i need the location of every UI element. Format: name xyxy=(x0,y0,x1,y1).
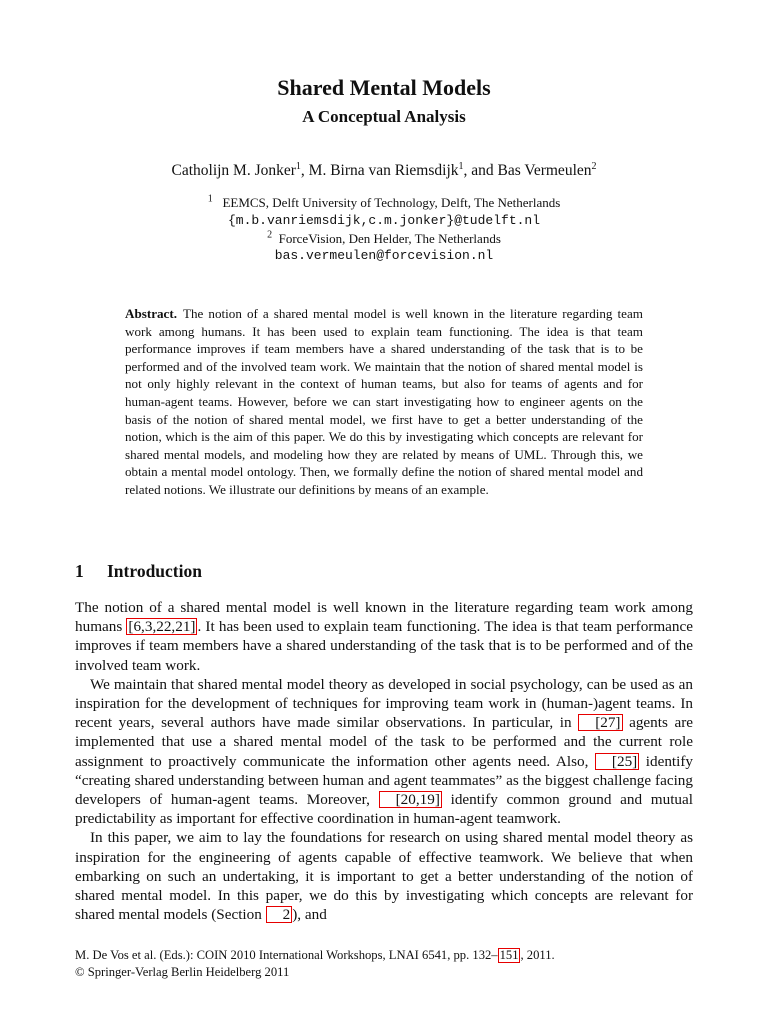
affiliation-2-email[interactable]: bas.vermeulen@forcevision.nl xyxy=(274,248,494,263)
body-text xyxy=(75,598,693,924)
affiliation-name: ForceVision, Den Helder, The Netherlands xyxy=(278,231,501,246)
author-separator: , and xyxy=(463,162,498,179)
footer-suffix: , 2011. xyxy=(520,948,555,962)
affiliation-marker: 1 xyxy=(295,160,301,172)
abstract-label: Abstract. xyxy=(125,306,177,321)
footer-citation xyxy=(75,947,693,964)
author-name: Catholijn M. Jonker xyxy=(171,162,296,179)
paragraph xyxy=(75,828,693,924)
text-run: identify common ground and mutual predictability as important for effective coordination in human-agent teamwork. xyxy=(75,791,693,828)
abstract-text: The notion of a shared mental model is well known in the literature regarding team work among humans. It has been used to explain team functioning. The idea is that team performance improves if team members have a shared understanding of the task that is to be performed and of the involved team work. We maintain that the notion of shared mental model is not only highly relevant in the context of human teams, but also for teams of agents and for human-agent teams. However, before we can start investigating how to engineer agents on the basis of the notion of shared mental model, we first have to get a better understanding of the notion, which is the aim of this paper. We do this by investigating which concepts are relevant for shared mental models, and modeling how they are related by means of UML. Through this, we obtain a mental model ontology. Then, we formally define the notion of shared mental model and related notions. We illustrate our definitions by means of an example. xyxy=(125,306,643,497)
text-run: identify “creating shared understanding between human and agent teammates” as the biggest challenge facing developers of human-agent teams. Moreover, xyxy=(75,752,693,809)
author-list xyxy=(0,160,768,182)
paragraph xyxy=(75,675,693,829)
author-name: Bas Vermeulen xyxy=(497,162,592,179)
citation-link[interactable]: [25] xyxy=(595,753,639,770)
text-run: We maintain that shared mental model theory as developed in social psychology, can be used as an inspiration for the development of techniques for improving team work in (human-)agent teams. In recent years, several authors have made similar observations. In particular, in xyxy=(75,675,693,732)
affiliation-1-email[interactable]: {m.b.vanriemsdijk,c.m.jonker}@tudelft.nl xyxy=(227,213,541,228)
citation-link[interactable]: [20,19] xyxy=(379,791,442,808)
copyright-line: © Springer-Verlag Berlin Heidelberg 2011 xyxy=(75,964,290,979)
footer-prefix: M. De Vos et al. (Eds.): COIN 2010 International Workshops, LNAI 6541, pp. 132– xyxy=(75,948,498,962)
text-run: agents are implemented that use a shared mental model of the task to be performed and the current role assignment to proactively communicate the information other agents need. Also, xyxy=(75,714,693,770)
section-heading xyxy=(75,559,693,583)
paper-subtitle: A Conceptual Analysis xyxy=(302,107,466,126)
section-number: 1 xyxy=(75,561,84,581)
affiliation-name: EEMCS, Delft University of Technology, Delft, The Netherlands xyxy=(222,195,561,210)
affiliation-marker: 2 xyxy=(591,160,597,172)
affiliation-number: 2 xyxy=(267,229,273,241)
paragraph xyxy=(75,598,693,675)
citation-link[interactable]: [6,3,22,21] xyxy=(128,618,196,636)
paper-title: Shared Mental Models xyxy=(277,75,491,100)
text-run: ), and xyxy=(292,906,327,924)
author-name: M. Birna van Riemsdijk xyxy=(308,162,459,179)
text-run: In this paper, we aim to lay the foundations for research on using shared mental model theory as inspiration for the engineering of agents capable of effective teamwork. We believe that when embarking on such an undertaking, it is important to get a better understanding of the notion of shared mental model. In this paper, we do this by investigating which concepts are relevant for shared mental models (Section xyxy=(75,829,693,924)
affiliation-1 xyxy=(0,194,768,212)
text-run: The notion of a shared mental model is well known in the literature regarding team work among humans xyxy=(75,599,693,636)
page-range-link[interactable]: 151 xyxy=(499,948,519,962)
text-run: . It has been used to explain team functioning. The idea is that team performance improves if team members have a shared understanding of the task that is to be performed and of the involved team work. xyxy=(75,618,693,674)
affiliation-2 xyxy=(0,230,768,248)
citation-link[interactable]: 2 xyxy=(266,906,293,923)
affiliation-marker: 1 xyxy=(458,160,464,172)
abstract xyxy=(125,305,643,499)
page-footer xyxy=(75,947,693,980)
citation-link[interactable]: [27] xyxy=(578,714,622,731)
section-title: Introduction xyxy=(107,561,202,581)
affiliation-number: 1 xyxy=(207,193,213,205)
author-separator: , xyxy=(300,162,309,179)
